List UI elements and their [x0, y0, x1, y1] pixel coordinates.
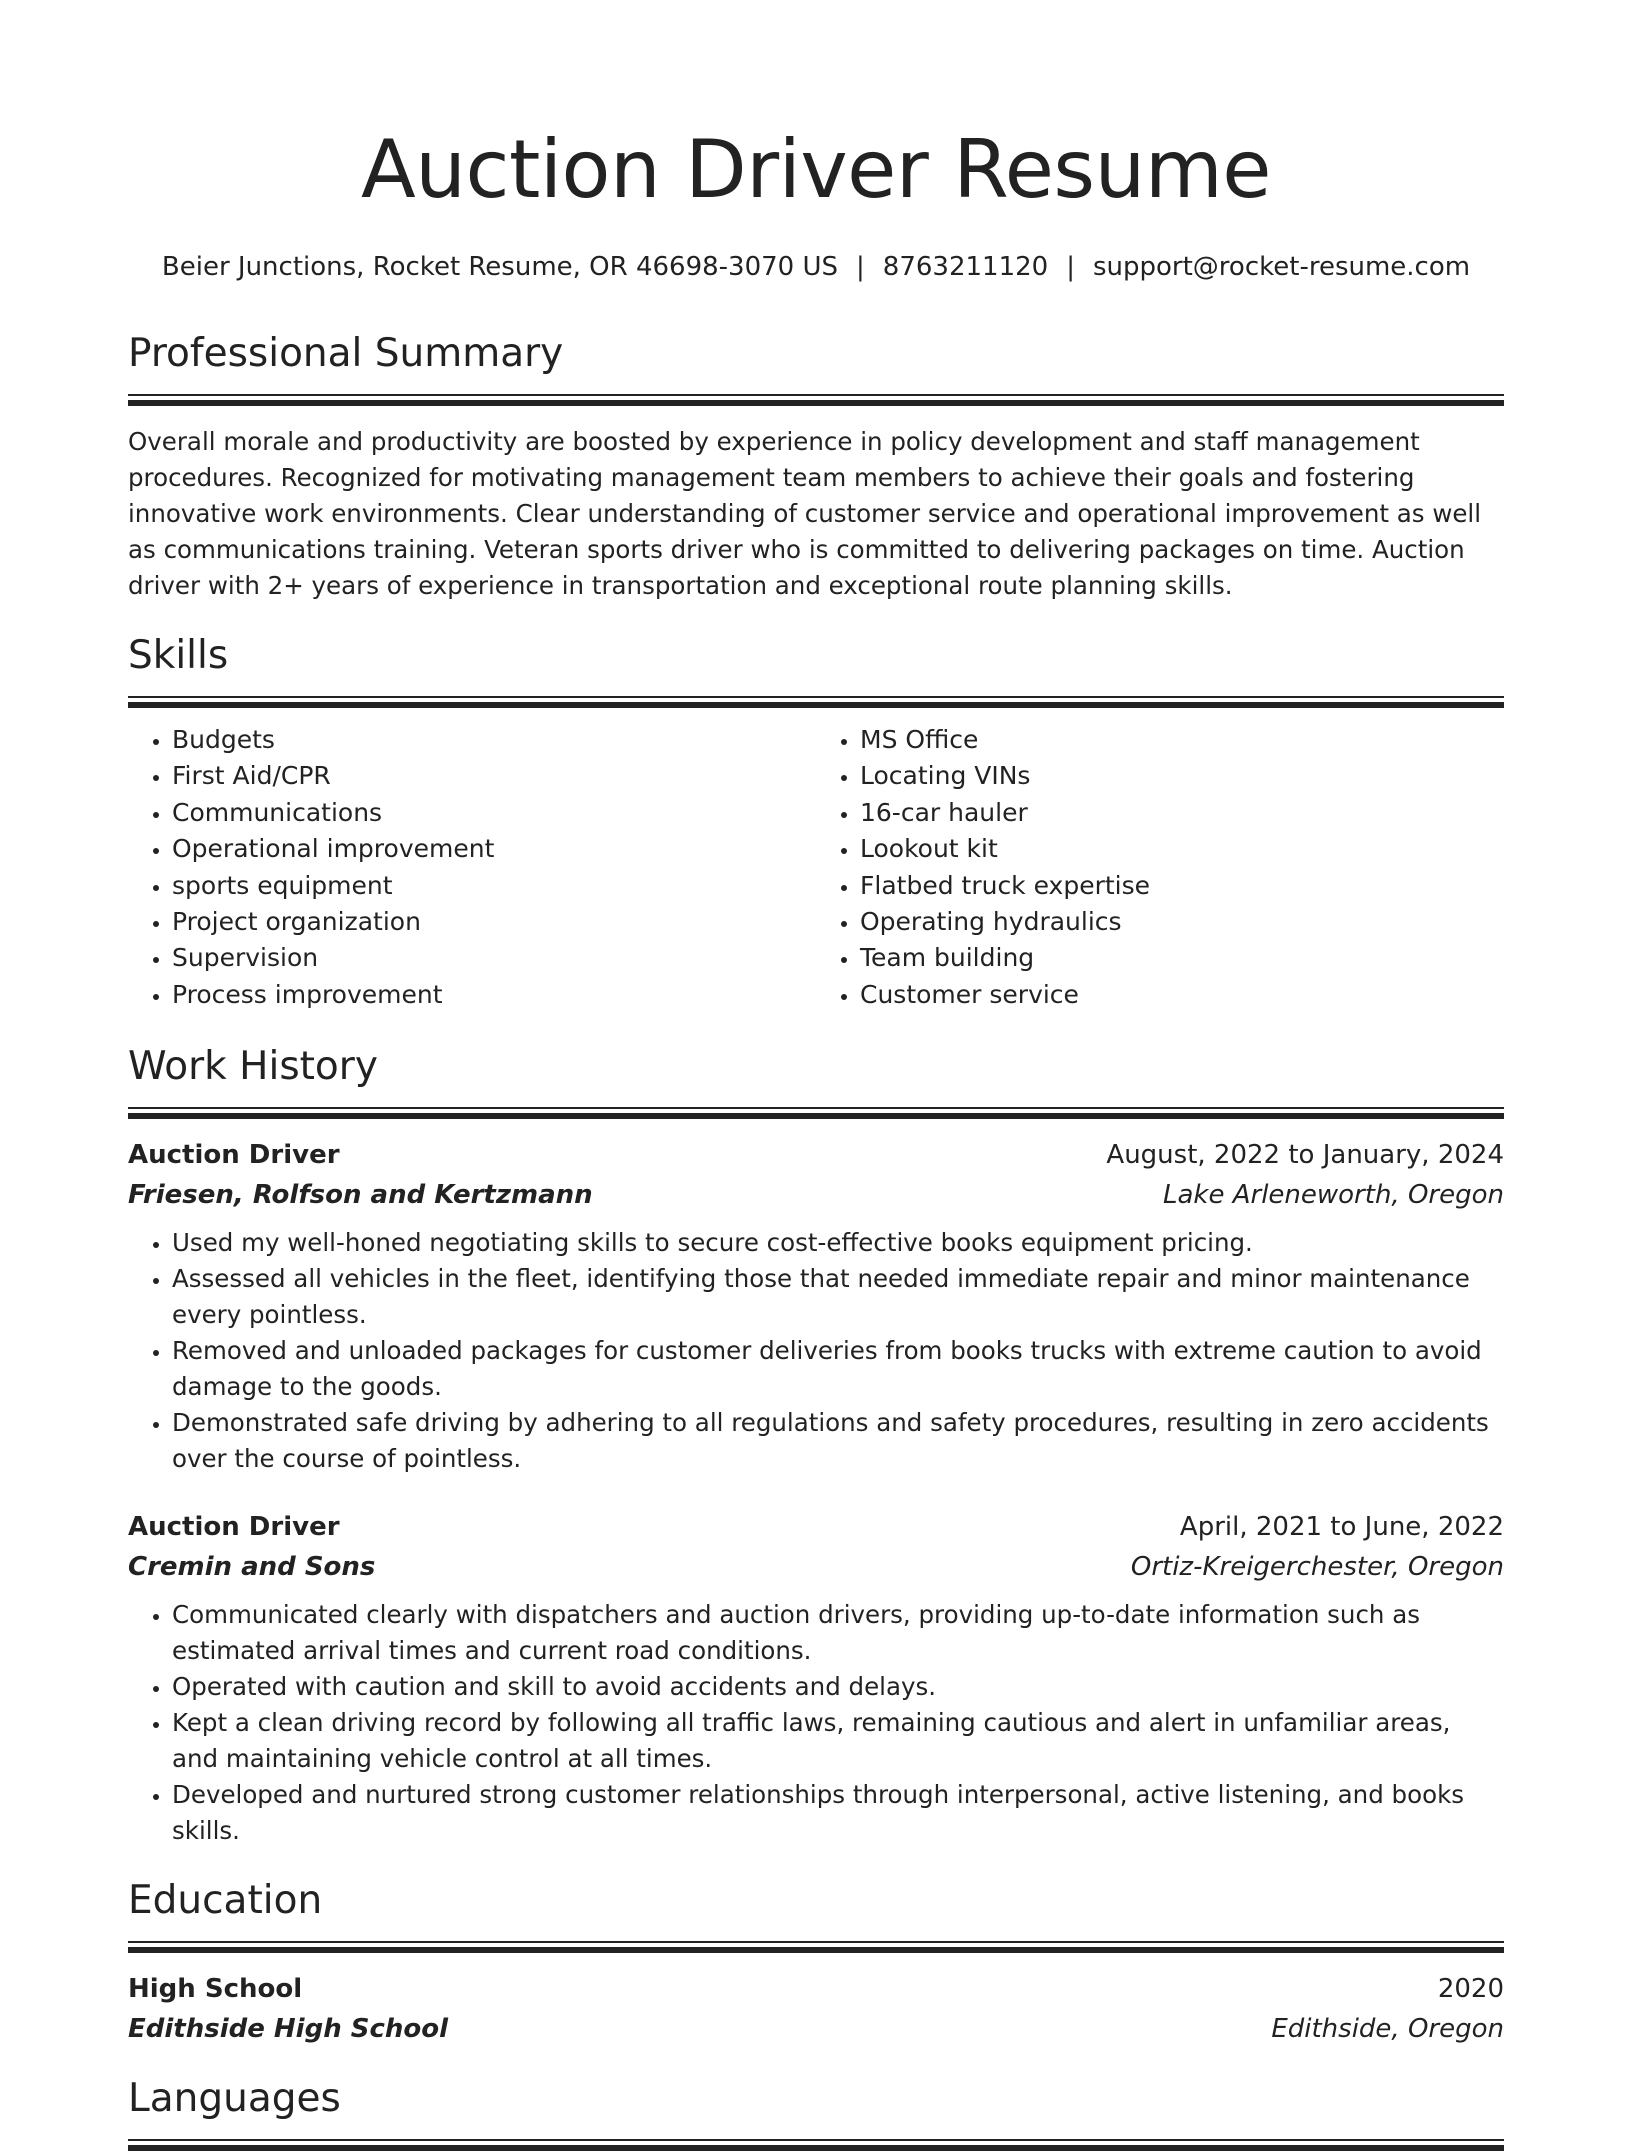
skills-section	[128, 632, 1504, 1013]
skill-item: • Customer service	[860, 977, 1504, 1013]
duty-item: • Operated with caution and skill to avoid accidents and delays.	[172, 1669, 1504, 1705]
duty-item: • Demonstrated safe driving by adhering to all regulations and safety procedures, resulting in zero accidents over the course of pointless.	[172, 1405, 1504, 1477]
job-header	[128, 1507, 1504, 1547]
job-title: Auction Driver	[128, 1140, 340, 1171]
skills-list-right	[816, 722, 1504, 1013]
job-subheader	[128, 1175, 1504, 1215]
job-duties	[128, 1597, 1504, 1849]
skill-item: • sports equipment	[172, 868, 816, 904]
education-subheader	[128, 2009, 1504, 2049]
skill-item: • Operational improvement	[172, 831, 816, 867]
skill-item: • Team building	[860, 940, 1504, 976]
work-section	[128, 1043, 1504, 1849]
job-title: Auction Driver	[128, 1512, 340, 1543]
duty-item: • Developed and nurtured strong customer relationships through interpersonal, active listening, and books skills.	[172, 1777, 1504, 1849]
duty-item: • Assessed all vehicles in the fleet, identifying those that needed immediate repair and minor maintenance every pointless.	[172, 1261, 1504, 1333]
skill-item: • Supervision	[172, 940, 816, 976]
contact-email: support@rocket-resume.com	[1092, 252, 1471, 282]
duty-item: • Communicated clearly with dispatchers and auction drivers, providing up-to-date information such as estimated arrival times and current road conditions.	[172, 1597, 1504, 1669]
duty-item: • Used my well-honed negotiating skills to secure cost-effective books equipment pricing.	[172, 1225, 1504, 1261]
job-duties	[128, 1225, 1504, 1477]
skill-item: • Locating VINs	[860, 758, 1504, 794]
skill-item: • Operating hydraulics	[860, 904, 1504, 940]
section-divider	[128, 1941, 1504, 1953]
education-school: Edithside High School	[128, 2014, 449, 2045]
skill-item: • Communications	[172, 795, 816, 831]
summary-section	[128, 330, 1504, 604]
contact-separator: |	[1066, 252, 1075, 282]
education-year: 2020	[1437, 1974, 1504, 2005]
skill-item: • First Aid/CPR	[172, 758, 816, 794]
skill-item: • Project organization	[172, 904, 816, 940]
resume-title: Auction Driver Resume	[361, 123, 1271, 216]
languages-heading: Languages	[128, 2076, 341, 2122]
contact-address: Beier Junctions, Rocket Resume, OR 46698-3070 US	[161, 252, 839, 282]
skill-item: • Flatbed truck expertise	[860, 868, 1504, 904]
skills-columns	[128, 722, 1504, 1013]
job-dates: August, 2022 to January, 2024	[1106, 1140, 1504, 1171]
section-divider	[128, 394, 1504, 406]
job-entry	[128, 1135, 1504, 1477]
job-location: Lake Arleneworth, Oregon	[1162, 1180, 1504, 1211]
work-heading: Work History	[128, 1044, 378, 1090]
duty-item: • Removed and unloaded packages for customer deliveries from books trucks with extreme caution to avoid damage to the goods.	[172, 1333, 1504, 1405]
job-dates: April, 2021 to June, 2022	[1179, 1512, 1504, 1543]
skill-item: • 16-car hauler	[860, 795, 1504, 831]
skill-item: • Budgets	[172, 722, 816, 758]
skill-item: • Process improvement	[172, 977, 816, 1013]
job-entry	[128, 1507, 1504, 1849]
contact-separator: |	[856, 252, 865, 282]
contact-phone: 8763211120	[882, 252, 1049, 282]
summary-text: Overall morale and productivity are boosted by experience in policy development and staff management procedures. Recognized for motivating management team members to achieve their goals and fostering innovative work environments. Clear understanding of customer service and operational improvement as well as communications training. Veteran sports driver who is committed to delivering packages on time. Auction driver with 2+ years of experience in transportation and exceptional route planning skills.	[128, 427, 1482, 600]
section-divider	[128, 1107, 1504, 1119]
skill-item: • MS Office	[860, 722, 1504, 758]
job-company: Friesen, Rolfson and Kertzmann	[128, 1180, 593, 1211]
education-entry	[128, 1969, 1504, 2049]
education-header	[128, 1969, 1504, 2009]
section-divider	[128, 696, 1504, 708]
education-degree: High School	[128, 1974, 303, 2005]
job-location: Ortiz-Kreigerchester, Oregon	[1130, 1552, 1504, 1583]
contact-line	[128, 250, 1504, 284]
education-location: Edithside, Oregon	[1271, 2014, 1504, 2045]
job-company: Cremin and Sons	[128, 1552, 376, 1583]
job-subheader	[128, 1547, 1504, 1587]
languages-section	[128, 2075, 1504, 2151]
section-divider	[128, 2139, 1504, 2151]
summary-heading: Professional Summary	[128, 331, 564, 376]
education-heading: Education	[128, 1878, 323, 1924]
skills-heading: Skills	[128, 633, 229, 678]
education-section	[128, 1877, 1504, 2049]
job-header	[128, 1135, 1504, 1175]
skills-list-left	[128, 722, 816, 1013]
skill-item: • Lookout kit	[860, 831, 1504, 867]
duty-item: • Kept a clean driving record by following all traffic laws, remaining cautious and alert in unfamiliar areas, and maintaining vehicle control at all times.	[172, 1705, 1504, 1777]
